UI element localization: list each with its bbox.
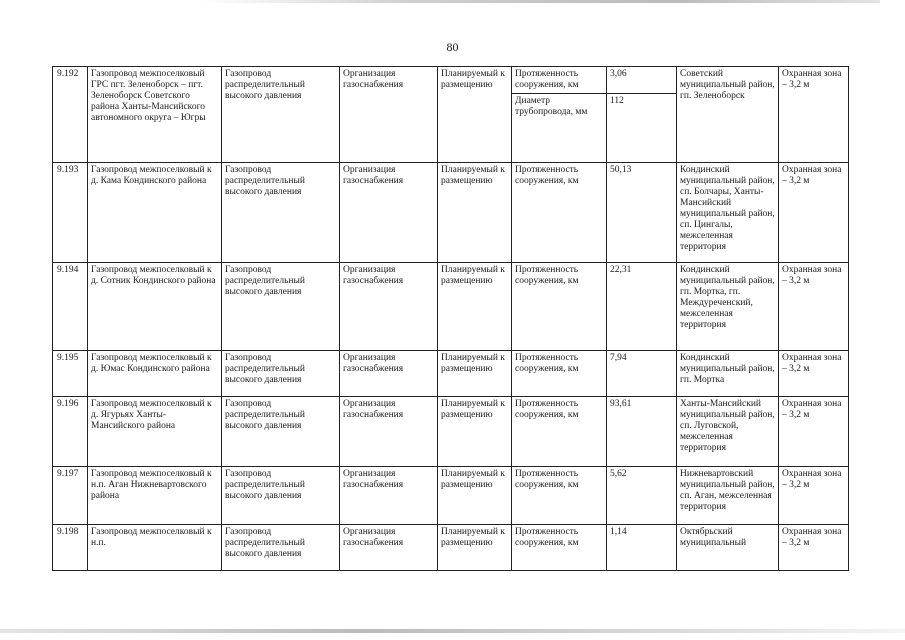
object-purpose: Организация газоснабжения [340,67,438,163]
measure-label: Протяженность сооружения, км [515,353,579,374]
measure-labels [512,351,607,397]
row-number: 9.195 [53,351,88,397]
protection-zone: Охранная зона – 3,2 м [779,351,849,397]
object-kind: Газопровод распределительный высокого давления [222,351,340,397]
measure-values [607,263,677,351]
measure-value: 5,62 [610,469,627,479]
protection-zone: Охранная зона – 3,2 м [779,163,849,263]
measure-label: Протяженность сооружения, км [515,399,579,420]
object-status: Планируемый к размещению [438,525,512,571]
object-kind: Газопровод распределительный высокого давления [222,397,340,467]
table-row [53,525,849,571]
object-kind: Газопровод распределительный высокого давления [222,467,340,525]
object-purpose: Организация газоснабжения [340,467,438,525]
measure-labels [512,263,607,351]
object-name: Газопровод межпоселковый к д. Сотник Кондинского района [88,263,222,351]
object-name: Газопровод межпоселковый к д. Ягурьях Ханты-Мансийского района [88,397,222,467]
measure-labels [512,67,607,163]
row-number: 9.198 [53,525,88,571]
object-location: Кондинский муниципальный район, гп. Мортка [677,351,779,397]
measure-value: 7,94 [610,353,627,363]
object-name: Газопровод межпоселковый ГРС пгт. Зеленоборск – пгт. Зеленоборск Советского района Ханты-Мансийского автономного округа – Югры [88,67,222,163]
object-status: Планируемый к размещению [438,67,512,163]
object-location: Кондинский муниципальный район, сп. Болчары, Ханты-Мансийский муниципальный район, сп. Цингалы, межселенная территория [677,163,779,263]
measure-values [607,397,677,467]
measure-label: Диаметр трубопровода, мм [512,93,606,120]
measure-values [607,67,677,163]
scan-artifact-bottom [0,629,905,633]
measure-label: Протяженность сооружения, км [515,469,579,490]
measure-label: Протяженность сооружения, км [515,265,579,286]
row-number: 9.196 [53,397,88,467]
measure-labels [512,525,607,571]
row-number: 9.197 [53,467,88,525]
object-location: Советский муниципальный район, гп. Зеленоборск [677,67,779,163]
measure-value: 50,13 [610,165,632,175]
table-row [53,163,849,263]
table-row [53,263,849,351]
protection-zone: Охранная зона – 3,2 м [779,525,849,571]
measure-value: 1,14 [610,527,627,537]
object-status: Планируемый к размещению [438,163,512,263]
table-row [53,67,849,163]
object-purpose: Организация газоснабжения [340,163,438,263]
protection-zone: Охранная зона – 3,2 м [779,67,849,163]
object-status: Планируемый к размещению [438,467,512,525]
measure-values [607,351,677,397]
measure-labels [512,397,607,467]
object-kind: Газопровод распределительный высокого давления [222,163,340,263]
object-location: Кондинский муниципальный район, гп. Мортка, гп. Междуреченский, межселенная территория [677,263,779,351]
row-number: 9.192 [53,67,88,163]
row-number: 9.194 [53,263,88,351]
object-location: Октябрьский муниципальный [677,525,779,571]
measure-value: 3,06 [610,69,627,79]
measure-values [607,525,677,571]
object-kind: Газопровод распределительный высокого давления [222,263,340,351]
table-row [53,351,849,397]
object-kind: Газопровод распределительный высокого давления [222,525,340,571]
measure-label: Протяженность сооружения, км [515,69,579,90]
object-name: Газопровод межпоселковый к д. Юмас Кондинского района [88,351,222,397]
row-number: 9.193 [53,163,88,263]
measure-values [607,163,677,263]
measure-label: Протяженность сооружения, км [515,527,579,548]
object-kind: Газопровод распределительный высокого давления [222,67,340,163]
object-purpose: Организация газоснабжения [340,351,438,397]
object-status: Планируемый к размещению [438,351,512,397]
object-location: Ханты-Мансийский муниципальный район, сп. Луговской, межселенная территория [677,397,779,467]
measure-value: 112 [607,93,676,120]
protection-zone: Охранная зона – 3,2 м [779,397,849,467]
measure-values [607,467,677,525]
page-number: 80 [446,40,459,54]
object-status: Планируемый к размещению [438,397,512,467]
protection-zone: Охранная зона – 3,2 м [779,263,849,351]
object-name: Газопровод межпоселковый к д. Кама Кондинского района [88,163,222,263]
measure-labels [512,467,607,525]
object-location: Нижневартовский муниципальный район, сп. Аган, межселенная территория [677,467,779,525]
table-row [53,397,849,467]
measure-value: 22,31 [610,265,632,275]
object-status: Планируемый к размещению [438,263,512,351]
measure-value: 93,61 [610,399,632,409]
objects-table [52,66,849,571]
scan-artifact-top [200,0,880,3]
object-purpose: Организация газоснабжения [340,397,438,467]
object-name: Газопровод межпоселковый к н.п. [88,525,222,571]
object-name: Газопровод межпоселковый к н.п. Аган Нижневартовского района [88,467,222,525]
object-purpose: Организация газоснабжения [340,263,438,351]
protection-zone: Охранная зона – 3,2 м [779,467,849,525]
measure-labels [512,163,607,263]
table-row [53,467,849,525]
measure-label: Протяженность сооружения, км [515,165,579,186]
object-purpose: Организация газоснабжения [340,525,438,571]
